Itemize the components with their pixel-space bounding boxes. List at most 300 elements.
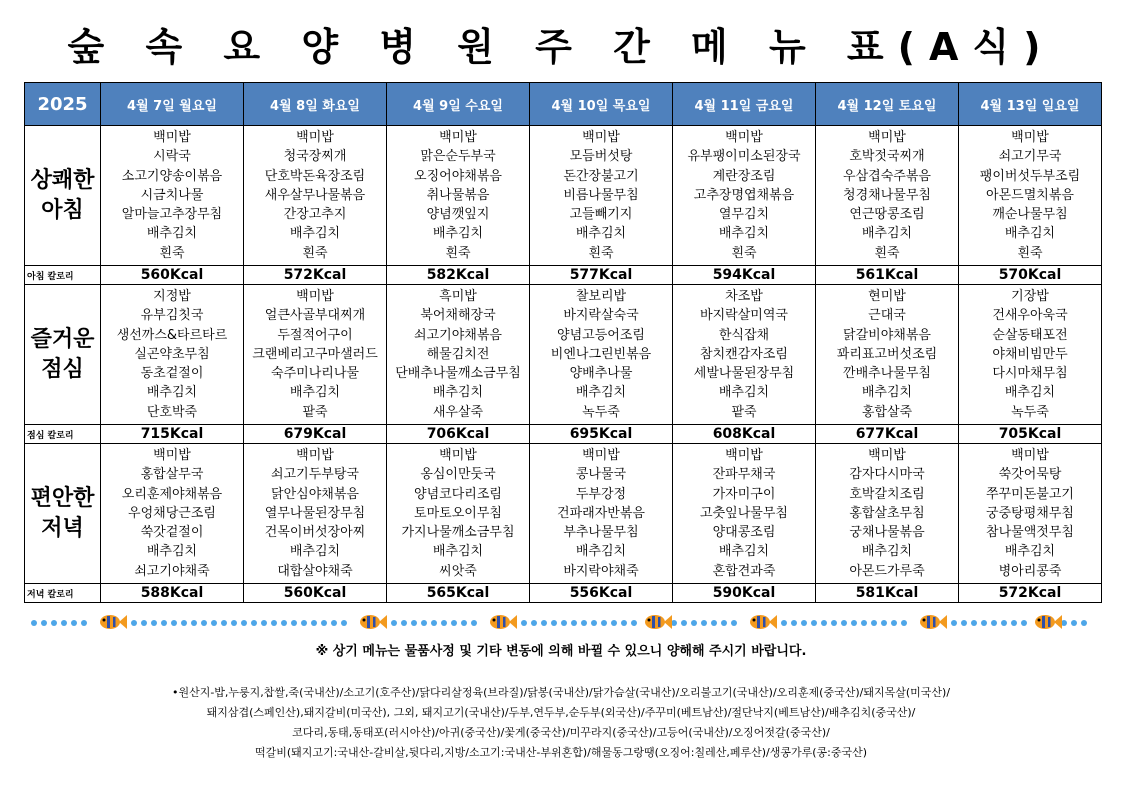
menu-item: 쭈꾸미돈불고기 xyxy=(986,486,1074,502)
bubble-icon xyxy=(531,620,537,626)
menu-item: 세발나물된장무침 xyxy=(693,366,795,382)
menu-item: 백미밥 xyxy=(296,289,334,304)
menu-item: 흰죽 xyxy=(874,245,900,261)
menu-item: 고추장명엽채볶음 xyxy=(693,187,795,203)
menu-item: 배추김치 xyxy=(718,385,770,401)
menu-item: 유부김칫국 xyxy=(140,308,204,324)
menu-item: 닭안심야채볶음 xyxy=(271,486,359,502)
origin-line: 코다리,동태,동태포(러시아산)/아귀(중국산)/꽃게(중국산)/미꾸라지(중국산)/고등어(국내산)/오징어젓갈(중국산)/ xyxy=(292,726,830,739)
menu-item: 고들빼기지 xyxy=(569,207,633,223)
bubble-icon xyxy=(851,620,857,626)
menu-item: 배추김치 xyxy=(575,385,627,401)
bubble-icon xyxy=(701,620,707,626)
calorie-value: 572Kcal xyxy=(244,266,387,285)
menu-item: 배추김치 xyxy=(289,385,341,401)
menu-item: 순살동태포전 xyxy=(992,327,1068,343)
menu-item: 맑은순두부국 xyxy=(420,149,496,165)
meal-label-line: 아침 xyxy=(41,197,84,223)
bubble-icon xyxy=(561,620,567,626)
bubble-icon xyxy=(711,620,717,626)
bubble-icon xyxy=(161,620,167,626)
origin-line: 떡갈비(돼지고기:국내산-갈비살,뒷다리,지방/소고기:국내산-부위혼합)/해물동그랑땡(오징어:칠레산,페루산)/생콩가루(콩:중국산) xyxy=(254,746,868,759)
bubble-icon xyxy=(251,620,257,626)
bubble-icon xyxy=(981,620,987,626)
fish-icon xyxy=(750,615,777,629)
calorie-value: 560Kcal xyxy=(244,584,387,603)
menu-item: 오징어야채볶음 xyxy=(414,168,502,184)
bubble-icon xyxy=(181,620,187,626)
menu-item: 꽈리표고버섯조림 xyxy=(836,346,938,362)
calorie-value: 590Kcal xyxy=(673,584,816,603)
menu-item: 쑥갓어묵탕 xyxy=(998,467,1062,483)
lunch-menu-cell xyxy=(673,285,816,425)
bubble-icon xyxy=(731,620,737,626)
dinner-menu-cell xyxy=(816,444,959,584)
menu-item: 배추김치 xyxy=(146,385,198,401)
lunch-calorie-row xyxy=(25,425,1102,444)
bubble-icon xyxy=(301,620,307,626)
bubble-icon xyxy=(1001,620,1007,626)
menu-item: 잔파무채국 xyxy=(712,467,776,483)
bubble-icon xyxy=(821,620,827,626)
bubble-icon xyxy=(961,620,967,626)
bubble-icon xyxy=(611,620,617,626)
menu-item: 백미밥 xyxy=(439,448,477,463)
day-header: 4월 9일 수요일 xyxy=(387,83,530,126)
menu-item: 홍합살무국 xyxy=(140,467,204,483)
lunch-menu-cell xyxy=(959,285,1102,425)
menu-item: 두부강정 xyxy=(575,486,627,502)
menu-item: 지정밥 xyxy=(153,289,191,304)
menu-item: 가자미구이 xyxy=(712,486,776,502)
bubble-icon xyxy=(1071,620,1077,626)
bubble-icon xyxy=(431,620,437,626)
lunch-menu-cell xyxy=(816,285,959,425)
bubble-icon xyxy=(291,620,297,626)
bubble-icon xyxy=(861,620,867,626)
dinner-menu-cell xyxy=(101,444,244,584)
menu-item: 배추김치 xyxy=(1004,385,1056,401)
calorie-value: 582Kcal xyxy=(387,266,530,285)
day-header: 4월 8일 화요일 xyxy=(244,83,387,126)
menu-header-row xyxy=(25,83,1102,126)
bubble-icon xyxy=(521,620,527,626)
menu-item: 아몬드멸치볶음 xyxy=(986,187,1074,203)
bubble-icon xyxy=(791,620,797,626)
bubble-icon xyxy=(891,620,897,626)
bubble-icon xyxy=(541,620,547,626)
breakfast-label xyxy=(25,126,101,266)
bubble-icon xyxy=(151,620,157,626)
menu-item: 한식잡채 xyxy=(718,327,770,343)
bubble-icon xyxy=(331,620,337,626)
dinner-menu-cell xyxy=(244,444,387,584)
menu-item: 단배추나물깨소금무침 xyxy=(395,366,521,382)
menu-item: 다시마채무침 xyxy=(992,366,1068,382)
menu-item: 백미밥 xyxy=(439,130,477,145)
menu-item: 배추김치 xyxy=(432,544,484,560)
day-header: 4월 7일 월요일 xyxy=(101,83,244,126)
calorie-value: 679Kcal xyxy=(244,425,387,444)
fish-icon xyxy=(100,615,127,629)
menu-item: 쇠고기두부탕국 xyxy=(271,467,359,483)
meal-label-line: 상쾌한 xyxy=(30,167,95,193)
menu-item: 배추김치 xyxy=(861,544,913,560)
meal-label-line: 저녁 xyxy=(41,515,84,541)
bubble-icon xyxy=(31,620,37,626)
menu-item: 홍합살초무침 xyxy=(849,505,925,521)
bubble-icon xyxy=(281,620,287,626)
menu-item: 양배추나물 xyxy=(569,366,633,382)
menu-item: 백미밥 xyxy=(582,130,620,145)
menu-item: 팥죽 xyxy=(731,404,757,420)
calorie-value: 695Kcal xyxy=(530,425,673,444)
fish-icon xyxy=(920,615,947,629)
breakfast-menu-cell xyxy=(101,126,244,266)
bubble-icon xyxy=(441,620,447,626)
bubble-icon xyxy=(451,620,457,626)
calorie-value: 594Kcal xyxy=(673,266,816,285)
menu-item: 배추김치 xyxy=(861,226,913,242)
lunch-label xyxy=(25,285,101,425)
dinner-label xyxy=(25,444,101,584)
page-title: 숲 속 요 양 병 원 주 간 메 뉴 표(A식) xyxy=(67,25,1055,69)
bubble-fish-divider xyxy=(30,609,1092,635)
menu-item: 가지나물깨소금무침 xyxy=(401,525,515,541)
day-header: 4월 11일 금요일 xyxy=(673,83,816,126)
menu-item: 아몬드가루죽 xyxy=(849,563,925,579)
menu-item: 북어채해장국 xyxy=(420,308,496,324)
menu-item: 단호박죽 xyxy=(146,404,198,420)
bubble-icon xyxy=(171,620,177,626)
menu-item: 청국장찌개 xyxy=(283,149,347,165)
menu-item: 건파래자반볶음 xyxy=(557,505,645,521)
bubble-icon xyxy=(871,620,877,626)
menu-item: 흰죽 xyxy=(445,245,471,261)
menu-item: 쇠고기무국 xyxy=(998,149,1062,165)
menu-item: 배추김치 xyxy=(1004,544,1056,560)
menu-item: 열무김치 xyxy=(718,207,770,223)
calorie-value: 706Kcal xyxy=(387,425,530,444)
meal-label-line: 점심 xyxy=(41,356,84,382)
menu-item: 우엉채당근조림 xyxy=(128,505,216,521)
menu-item: 시금치나물 xyxy=(140,187,204,203)
menu-item: 배추김치 xyxy=(289,544,341,560)
breakfast-menu-cell xyxy=(530,126,673,266)
bubble-icon xyxy=(841,620,847,626)
menu-item: 양념코다리조림 xyxy=(414,486,502,502)
bubble-icon xyxy=(401,620,407,626)
breakfast-menu-cell xyxy=(673,126,816,266)
bubble-icon xyxy=(691,620,697,626)
bubble-icon xyxy=(471,620,477,626)
origin-info xyxy=(30,683,1092,763)
menu-item: 병아리콩죽 xyxy=(998,563,1062,579)
menu-item: 건목이버섯장아찌 xyxy=(264,525,366,541)
calorie-label: 점심 칼로리 xyxy=(25,425,101,444)
dinner-calorie-row xyxy=(25,584,1102,603)
menu-item: 배추김치 xyxy=(146,226,198,242)
bubble-icon xyxy=(61,620,67,626)
meal-label-line: 편안한 xyxy=(30,485,95,511)
lunch-menu-cell xyxy=(244,285,387,425)
menu-item: 시락국 xyxy=(153,149,191,165)
menu-item: 백미밥 xyxy=(868,448,906,463)
menu-item: 깨순나물무침 xyxy=(992,207,1068,223)
menu-item: 양념깻잎지 xyxy=(426,207,490,223)
fish-icon xyxy=(360,615,387,629)
menu-item: 씨앗죽 xyxy=(439,563,477,579)
bubble-icon xyxy=(261,620,267,626)
bubble-icon xyxy=(801,620,807,626)
menu-item: 청경채나물무침 xyxy=(843,187,931,203)
bubble-icon xyxy=(421,620,427,626)
menu-item: 돈간장불고기 xyxy=(563,168,639,184)
bubble-icon xyxy=(81,620,87,626)
menu-item: 실곤약초무침 xyxy=(134,346,210,362)
menu-item: 배추김치 xyxy=(575,544,627,560)
menu-item: 배추김치 xyxy=(861,385,913,401)
menu-item: 녹두죽 xyxy=(582,404,620,420)
lunch-menu-cell xyxy=(387,285,530,425)
bubble-icon xyxy=(321,620,327,626)
menu-item: 쇠고기야채죽 xyxy=(134,563,210,579)
menu-item: 간장고추지 xyxy=(283,207,347,223)
dinner-menu-cell xyxy=(959,444,1102,584)
bubble-icon xyxy=(551,620,557,626)
weekly-menu-table xyxy=(24,82,1102,603)
menu-item: 배추김치 xyxy=(575,226,627,242)
menu-item: 단호박돈육장조림 xyxy=(264,168,366,184)
bubble-icon xyxy=(271,620,277,626)
menu-item: 열무나물된장무침 xyxy=(264,505,366,521)
bubble-icon xyxy=(1081,620,1087,626)
day-header: 4월 13일 일요일 xyxy=(959,83,1102,126)
calorie-value: 561Kcal xyxy=(816,266,959,285)
calorie-value: 677Kcal xyxy=(816,425,959,444)
bubble-icon xyxy=(391,620,397,626)
menu-item: 유부팽이미소된장국 xyxy=(687,149,801,165)
menu-item: 백미밥 xyxy=(296,448,334,463)
breakfast-calorie-row xyxy=(25,266,1102,285)
menu-item: 배추김치 xyxy=(718,544,770,560)
lunch-row xyxy=(25,285,1102,425)
calorie-value: 705Kcal xyxy=(959,425,1102,444)
calorie-value: 588Kcal xyxy=(101,584,244,603)
calorie-value: 560Kcal xyxy=(101,266,244,285)
menu-item: 기장밥 xyxy=(1011,289,1049,304)
menu-item: 백미밥 xyxy=(296,130,334,145)
bubble-icon xyxy=(571,620,577,626)
menu-item: 우삼겹숙주볶음 xyxy=(843,168,931,184)
bubble-icon xyxy=(221,620,227,626)
menu-item: 차조밥 xyxy=(725,289,763,304)
menu-item: 바지락살미역국 xyxy=(700,308,788,324)
calorie-value: 556Kcal xyxy=(530,584,673,603)
menu-item: 배추김치 xyxy=(146,544,198,560)
menu-item: 배추김치 xyxy=(432,226,484,242)
menu-item: 해물김치전 xyxy=(426,346,490,362)
bubble-icon xyxy=(1021,620,1027,626)
menu-item: 혼합견과죽 xyxy=(712,563,776,579)
menu-item: 흰죽 xyxy=(302,245,328,261)
dinner-menu-cell xyxy=(387,444,530,584)
menu-item: 비엔나그린빈볶음 xyxy=(550,346,652,362)
fish-icon xyxy=(490,615,517,629)
menu-item: 닭갈비야채볶음 xyxy=(843,327,931,343)
menu-item: 호박갈치조림 xyxy=(849,486,925,502)
menu-item: 쑥갓겉절이 xyxy=(140,525,204,541)
dinner-menu-cell xyxy=(673,444,816,584)
bubble-icon xyxy=(601,620,607,626)
bubble-icon xyxy=(241,620,247,626)
menu-item: 토마토오이무침 xyxy=(414,505,502,521)
menu-item: 야채비빔만두 xyxy=(992,346,1068,362)
menu-item: 쇠고기야채볶음 xyxy=(414,327,502,343)
menu-item: 알마늘고추장무침 xyxy=(121,207,223,223)
origin-line: •원산지-밥,누룽지,찹쌀,죽(국내산)/소고기(호주산)/닭다리살정육(브라질)/닭봉(국내산)/닭가슴살(국내산)/오리불고기(국내산)/오리훈제(중국산)/돼지목살(미국산)/ xyxy=(171,686,951,699)
calorie-value: 608Kcal xyxy=(673,425,816,444)
bubble-icon xyxy=(591,620,597,626)
lunch-menu-cell xyxy=(530,285,673,425)
bubble-icon xyxy=(901,620,907,626)
bubble-icon xyxy=(461,620,467,626)
menu-item: 홍합살죽 xyxy=(861,404,913,420)
menu-item: 찰보리밥 xyxy=(575,289,627,304)
bubble-icon xyxy=(311,620,317,626)
bubble-icon xyxy=(811,620,817,626)
menu-item: 연근땅콩조림 xyxy=(849,207,925,223)
bubble-icon xyxy=(581,620,587,626)
menu-item: 백미밥 xyxy=(1011,448,1049,463)
menu-item: 새우살죽 xyxy=(432,404,484,420)
calorie-value: 715Kcal xyxy=(101,425,244,444)
bubble-icon xyxy=(681,620,687,626)
calorie-value: 581Kcal xyxy=(816,584,959,603)
menu-item: 옹심이만둣국 xyxy=(420,467,496,483)
dinner-row xyxy=(25,444,1102,584)
bubble-icon xyxy=(721,620,727,626)
dinner-menu-cell xyxy=(530,444,673,584)
menu-item: 배추김치 xyxy=(1004,226,1056,242)
menu-item: 흰죽 xyxy=(731,245,757,261)
menu-item: 계란장조림 xyxy=(712,168,776,184)
menu-item: 흰죽 xyxy=(1017,245,1043,261)
menu-item: 대합살야채죽 xyxy=(277,563,353,579)
menu-item: 흰죽 xyxy=(588,245,614,261)
menu-item: 궁중탕평채무침 xyxy=(986,505,1074,521)
menu-item: 백미밥 xyxy=(725,130,763,145)
bubble-icon xyxy=(201,620,207,626)
menu-item: 부추나물무침 xyxy=(563,525,639,541)
menu-item: 배추김치 xyxy=(718,226,770,242)
menu-item: 새우살무나물볶음 xyxy=(264,187,366,203)
menu-item: 모듬버섯탕 xyxy=(569,149,633,165)
menu-item: 흰죽 xyxy=(159,245,185,261)
bubble-icon xyxy=(131,620,137,626)
bubble-icon xyxy=(141,620,147,626)
menu-item: 백미밥 xyxy=(153,130,191,145)
calorie-value: 565Kcal xyxy=(387,584,530,603)
calorie-label: 아침 칼로리 xyxy=(25,266,101,285)
menu-item: 생선까스&타르타르 xyxy=(116,327,228,343)
bubble-icon xyxy=(191,620,197,626)
menu-item: 백미밥 xyxy=(582,448,620,463)
bubble-icon xyxy=(951,620,957,626)
day-header: 4월 10일 목요일 xyxy=(530,83,673,126)
bubble-icon xyxy=(41,620,47,626)
bubble-icon xyxy=(71,620,77,626)
menu-item: 크랜베리고구마샐러드 xyxy=(252,346,378,362)
calorie-value: 577Kcal xyxy=(530,266,673,285)
menu-item: 숙주미나리나물 xyxy=(271,366,359,382)
menu-item: 참치캔감자조림 xyxy=(700,346,788,362)
menu-item: 비름나물무침 xyxy=(563,187,639,203)
menu-item: 양대콩조림 xyxy=(712,525,776,541)
calorie-value: 572Kcal xyxy=(959,584,1102,603)
menu-item: 취나물볶음 xyxy=(426,187,490,203)
bubble-icon xyxy=(211,620,217,626)
menu-item: 고춧잎나물무침 xyxy=(700,505,788,521)
menu-item: 오리훈제야채볶음 xyxy=(121,486,223,502)
year-header: 2025 xyxy=(25,83,101,126)
menu-item: 배추김치 xyxy=(432,385,484,401)
breakfast-row xyxy=(25,126,1102,266)
meal-label-line: 즐거운 xyxy=(30,326,95,352)
menu-item: 감자다시마국 xyxy=(849,467,925,483)
bubble-icon xyxy=(621,620,627,626)
bubble-icon xyxy=(831,620,837,626)
menu-item: 건새우아욱국 xyxy=(992,308,1068,324)
breakfast-menu-cell xyxy=(959,126,1102,266)
menu-item: 두절적어구이 xyxy=(277,327,353,343)
menu-item: 녹두죽 xyxy=(1011,404,1049,420)
menu-item: 바지락살숙국 xyxy=(563,308,639,324)
menu-item: 근대국 xyxy=(868,308,906,324)
fish-icon xyxy=(1035,615,1062,629)
menu-item: 소고기양송이볶음 xyxy=(121,168,223,184)
notice-text: ※ 상기 메뉴는 물품사정 및 기타 변동에 의해 바뀔 수 있으니 양해해 주시기 바랍니다. xyxy=(315,644,807,659)
breakfast-menu-cell xyxy=(244,126,387,266)
breakfast-menu-cell xyxy=(387,126,530,266)
bubble-icon xyxy=(411,620,417,626)
day-header: 4월 12일 토요일 xyxy=(816,83,959,126)
menu-item: 양념고등어조림 xyxy=(557,327,645,343)
bubble-icon xyxy=(881,620,887,626)
menu-item: 궁채나물볶음 xyxy=(849,525,925,541)
menu-item: 호박젓국찌개 xyxy=(849,149,925,165)
calorie-label: 저녁 칼로리 xyxy=(25,584,101,603)
menu-item: 얼큰사골부대찌개 xyxy=(264,308,366,324)
bubble-icon xyxy=(1011,620,1017,626)
menu-item: 백미밥 xyxy=(725,448,763,463)
bubble-icon xyxy=(341,620,347,626)
bubble-icon xyxy=(631,620,637,626)
menu-item: 백미밥 xyxy=(153,448,191,463)
bubble-icon xyxy=(971,620,977,626)
bubble-icon xyxy=(781,620,787,626)
menu-item: 백미밥 xyxy=(868,130,906,145)
fish-icon xyxy=(645,615,672,629)
bubble-icon xyxy=(51,620,57,626)
lunch-menu-cell xyxy=(101,285,244,425)
bubble-icon xyxy=(231,620,237,626)
menu-item: 백미밥 xyxy=(1011,130,1049,145)
origin-line: 돼지삼겹(스페인산),돼지갈비(미국산), 그외, 돼지고기(국내산)/두부,연두부,순두부(외국산)/주꾸미(베트남산)/절단낙지(베트남산)/배추김치(중국산)/ xyxy=(206,706,916,719)
menu-item: 참나물액젓무침 xyxy=(986,525,1074,541)
menu-item: 흑미밥 xyxy=(439,289,477,304)
bubble-icon xyxy=(991,620,997,626)
